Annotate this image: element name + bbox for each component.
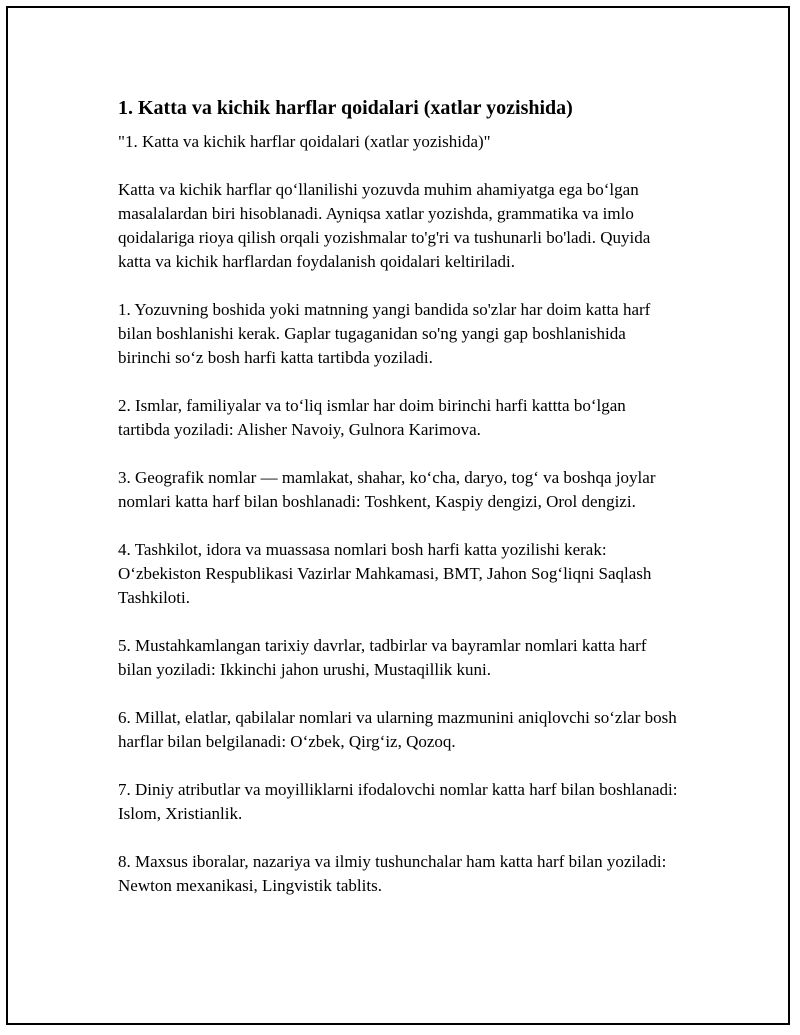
- rule-6-paragraph: 6. Millat, elatlar, qabilalar nomlari va ularning mazmunini aniqlovchi so‘zlar bosh harflar bilan belgilanadi: O‘zbek, Qirg‘iz, Qozoq.: [118, 708, 677, 751]
- rule-8-paragraph: 8. Maxsus iboralar, nazariya va ilmiy tushunchalar ham katta harf bilan yoziladi: Newton mexanikasi, Lingvistik tablits.: [118, 852, 667, 895]
- document-body: [118, 96, 678, 898]
- intro-paragraph: Katta va kichik harflar qo‘llanilishi yozuvda muhim ahamiyatga ega bo‘lgan masalalardan biri hisoblanadi. Ayniqsa xatlar yozishda, grammatika va imlo qoidalariga rioya qilish orqali yozishmalar to'g'ri va tushunarli bo'ladi. Quyida katta va kichik harflardan foydalanish qoidalari keltiriladi.: [118, 180, 651, 271]
- rule-7-paragraph: 7. Diniy atributlar va moyilliklarni ifodalovchi nomlar katta harf bilan boshlanadi: Islom, Xristianlik.: [118, 780, 678, 823]
- quoted-title: "1. Katta va kichik harflar qoidalari (xatlar yozishida)": [118, 132, 491, 151]
- rule-4-paragraph: 4. Tashkilot, idora va muassasa nomlari bosh harfi katta yozilishi kerak: O‘zbekiston Respublikasi Vazirlar Mahkamasi, BMT, Jahon Sog‘liqni Saqlash Tashkiloti.: [118, 540, 652, 607]
- rule-2-paragraph: 2. Ismlar, familiyalar va to‘liq ismlar har doim birinchi harfi kattta bo‘lgan tartibda yoziladi: Alisher Navoiy, Gulnora Karimova.: [118, 396, 626, 439]
- document-title: 1. Katta va kichik harflar qoidalari (xatlar yozishida): [118, 97, 573, 119]
- rule-3-paragraph: 3. Geografik nomlar — mamlakat, shahar, ko‘cha, daryo, tog‘ va boshqa joylar nomlari katta harf bilan boshlanadi: Toshkent, Kaspiy dengizi, Orol dengizi.: [118, 468, 656, 511]
- rule-5-paragraph: 5. Mustahkamlangan tarixiy davrlar, tadbirlar va bayramlar nomlari katta harf bilan yoziladi: Ikkinchi jahon urushi, Mustaqillik kuni.: [118, 636, 647, 679]
- rule-1-paragraph: 1. Yozuvning boshida yoki matnning yangi bandida so'zlar har doim katta harf bilan boshlanishi kerak. Gaplar tugaganidan so'ng yangi gap boshlanishida birinchi so‘z bosh harfi katta tartibda yoziladi.: [118, 300, 651, 367]
